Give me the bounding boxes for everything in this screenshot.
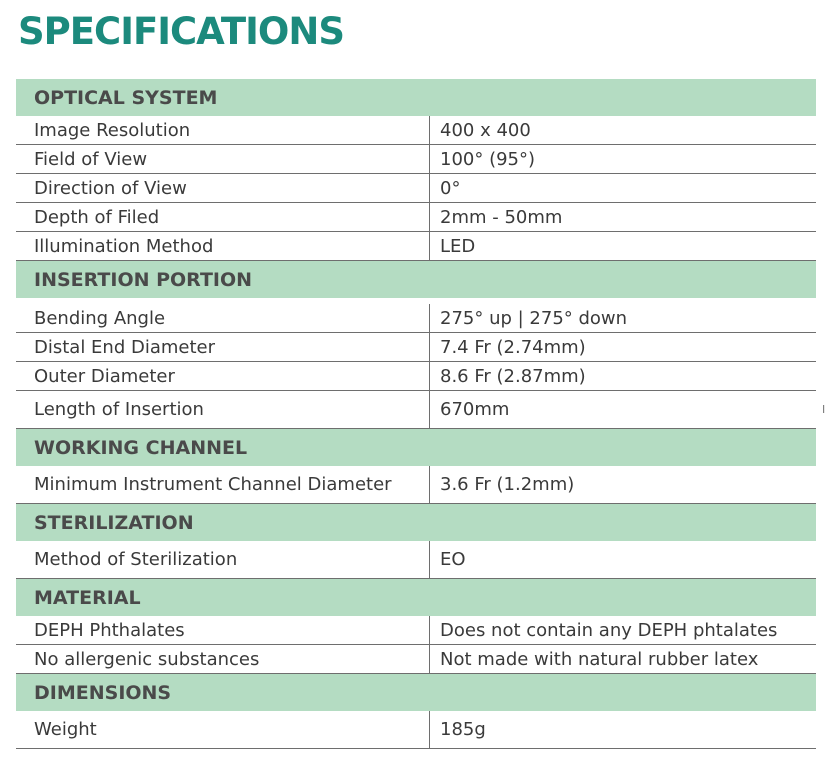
spec-label: Depth of Filed: [16, 203, 430, 231]
section-header-sterilization: STERILIZATION: [16, 504, 816, 541]
spec-row: [16, 232, 816, 261]
spec-label: Minimum Instrument Channel Diameter: [16, 466, 430, 503]
spec-label: Bending Angle: [16, 304, 430, 332]
spec-row: [16, 116, 816, 145]
spec-value: 3.6 Fr (1.2mm): [440, 474, 575, 495]
spec-value: 100° (95°): [440, 148, 536, 170]
spec-label: Illumination Method: [16, 232, 430, 260]
spec-value: 275° up | 275° down: [440, 307, 628, 329]
spec-row: [16, 391, 816, 429]
section-header-insertion-portion: INSERTION PORTION: [16, 261, 816, 298]
spec-value: 7.4 Fr (2.74mm): [440, 336, 586, 358]
section-header-working-channel: WORKING CHANNEL: [16, 429, 816, 466]
spec-row: [16, 304, 816, 333]
spec-label: No allergenic substances: [16, 645, 430, 673]
spec-row: [16, 711, 816, 749]
page-title: SPECIFICATIONS: [18, 10, 344, 53]
spec-value: 185g: [440, 719, 486, 740]
spec-row: [16, 145, 816, 174]
spec-label: Direction of View: [16, 174, 430, 202]
spec-value: 8.6 Fr (2.87mm): [440, 365, 586, 387]
spec-label: Distal End Diameter: [16, 333, 430, 361]
spec-row: [16, 333, 816, 362]
spec-label: Field of View: [16, 145, 430, 173]
spec-value: Does not contain any DEPH phtalates: [440, 619, 778, 641]
spec-row: [16, 174, 816, 203]
spec-label: Image Resolution: [16, 116, 430, 144]
spec-value: EO: [440, 549, 466, 570]
section-header-dimensions: DIMENSIONS: [16, 674, 816, 711]
spec-label: Method of Sterilization: [16, 541, 430, 578]
spec-table: [16, 79, 816, 749]
spec-row: [16, 466, 816, 504]
spec-row: [16, 541, 816, 579]
spec-value: 0°: [440, 177, 461, 199]
spec-label: DEPH Phthalates: [16, 616, 430, 644]
spec-value: LED: [440, 235, 476, 257]
spec-value: 670mm: [440, 399, 510, 420]
spec-value: 400 x 400: [440, 119, 531, 141]
spec-label: Weight: [16, 711, 430, 748]
spec-row: [16, 203, 816, 232]
spec-row: [16, 645, 816, 674]
spec-label: Length of Insertion: [16, 391, 430, 428]
spec-value: 2mm - 50mm: [440, 206, 563, 228]
section-header-optical-system: OPTICAL SYSTEM: [16, 79, 816, 116]
stray-mark: I: [822, 403, 826, 416]
spec-row: [16, 362, 816, 391]
spec-label: Outer Diameter: [16, 362, 430, 390]
spec-value: Not made with natural rubber latex: [440, 648, 759, 670]
spec-row: [16, 616, 816, 645]
section-header-material: MATERIAL: [16, 579, 816, 616]
